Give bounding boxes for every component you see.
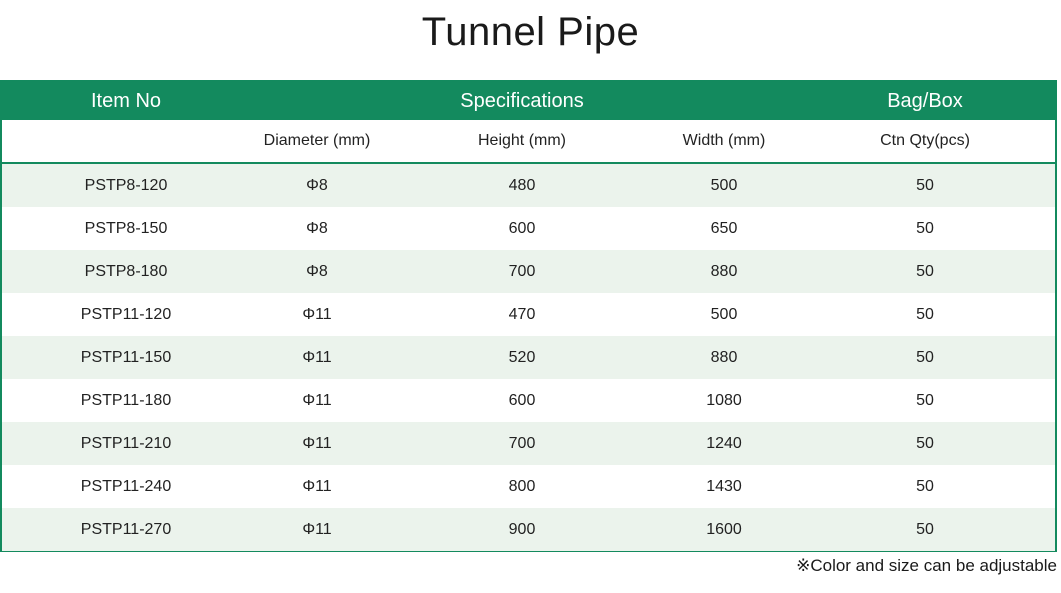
cell-qty: 50: [916, 392, 934, 409]
cell-height: 480: [508, 177, 536, 194]
cell-item: PSTP11-180: [80, 392, 172, 409]
cell-qty: 50: [916, 435, 934, 452]
cell-width: 880: [710, 349, 738, 366]
cell-qty: 50: [916, 220, 934, 237]
cell-height: 600: [508, 220, 536, 237]
cell-qty: 50: [916, 478, 934, 495]
cell-diameter: Φ11: [302, 349, 332, 366]
cell-width: 1080: [706, 392, 742, 409]
page-title: Tunnel Pipe: [421, 10, 640, 54]
subheader-diameter: Diameter (mm): [263, 132, 371, 149]
table-row: [2, 422, 1055, 465]
table-row: [2, 293, 1055, 336]
cell-item: PSTP11-210: [80, 435, 172, 452]
table-row: [2, 508, 1055, 551]
cell-item: PSTP11-240: [80, 478, 172, 495]
cell-width: 650: [710, 220, 738, 237]
header-specifications: Specifications: [460, 90, 584, 112]
header-bag-box: Bag/Box: [887, 90, 963, 112]
cell-item: PSTP8-150: [84, 220, 168, 237]
cell-diameter: Φ11: [302, 306, 332, 323]
cell-width: 1600: [706, 521, 742, 538]
cell-item: PSTP8-120: [84, 177, 168, 194]
cell-width: 500: [710, 306, 738, 323]
header-item-no: Item No: [90, 90, 162, 112]
cell-item: PSTP11-270: [80, 521, 172, 538]
subheader-ctn-qty: Ctn Qty(pcs): [880, 132, 970, 149]
cell-height: 800: [508, 478, 536, 495]
cell-height: 900: [508, 521, 536, 538]
table-row: [2, 379, 1055, 422]
footnote: ※Color and size can be adjustable: [796, 556, 1057, 575]
cell-diameter: Φ8: [306, 177, 328, 194]
table-row: [2, 207, 1055, 250]
cell-diameter: Φ11: [302, 435, 332, 452]
cell-width: 880: [710, 263, 738, 280]
cell-diameter: Φ11: [302, 392, 332, 409]
cell-height: 470: [508, 306, 536, 323]
cell-item: PSTP8-180: [84, 263, 168, 280]
cell-height: 600: [508, 392, 536, 409]
table-row: [2, 465, 1055, 508]
cell-width: 1240: [706, 435, 742, 452]
cell-item: PSTP11-120: [80, 306, 172, 323]
table-row: [2, 336, 1055, 379]
cell-height: 700: [508, 263, 536, 280]
table-row: [2, 164, 1055, 207]
cell-diameter: Φ8: [306, 263, 328, 280]
table-row: [2, 250, 1055, 293]
cell-height: 520: [508, 349, 536, 366]
table-subheader: [2, 120, 1055, 164]
cell-diameter: Φ8: [306, 220, 328, 237]
subheader-width: Width (mm): [682, 132, 766, 149]
cell-diameter: Φ11: [302, 521, 332, 538]
cell-width: 500: [710, 177, 738, 194]
cell-qty: 50: [916, 349, 934, 366]
spec-table: [0, 80, 1057, 552]
table-body: [2, 164, 1055, 551]
cell-diameter: Φ11: [302, 478, 332, 495]
cell-height: 700: [508, 435, 536, 452]
cell-width: 1430: [706, 478, 742, 495]
cell-item: PSTP11-150: [80, 349, 172, 366]
cell-qty: 50: [916, 177, 934, 194]
cell-qty: 50: [916, 306, 934, 323]
table-header: [2, 82, 1055, 120]
cell-qty: 50: [916, 263, 934, 280]
cell-qty: 50: [916, 521, 934, 538]
subheader-height: Height (mm): [477, 132, 567, 149]
